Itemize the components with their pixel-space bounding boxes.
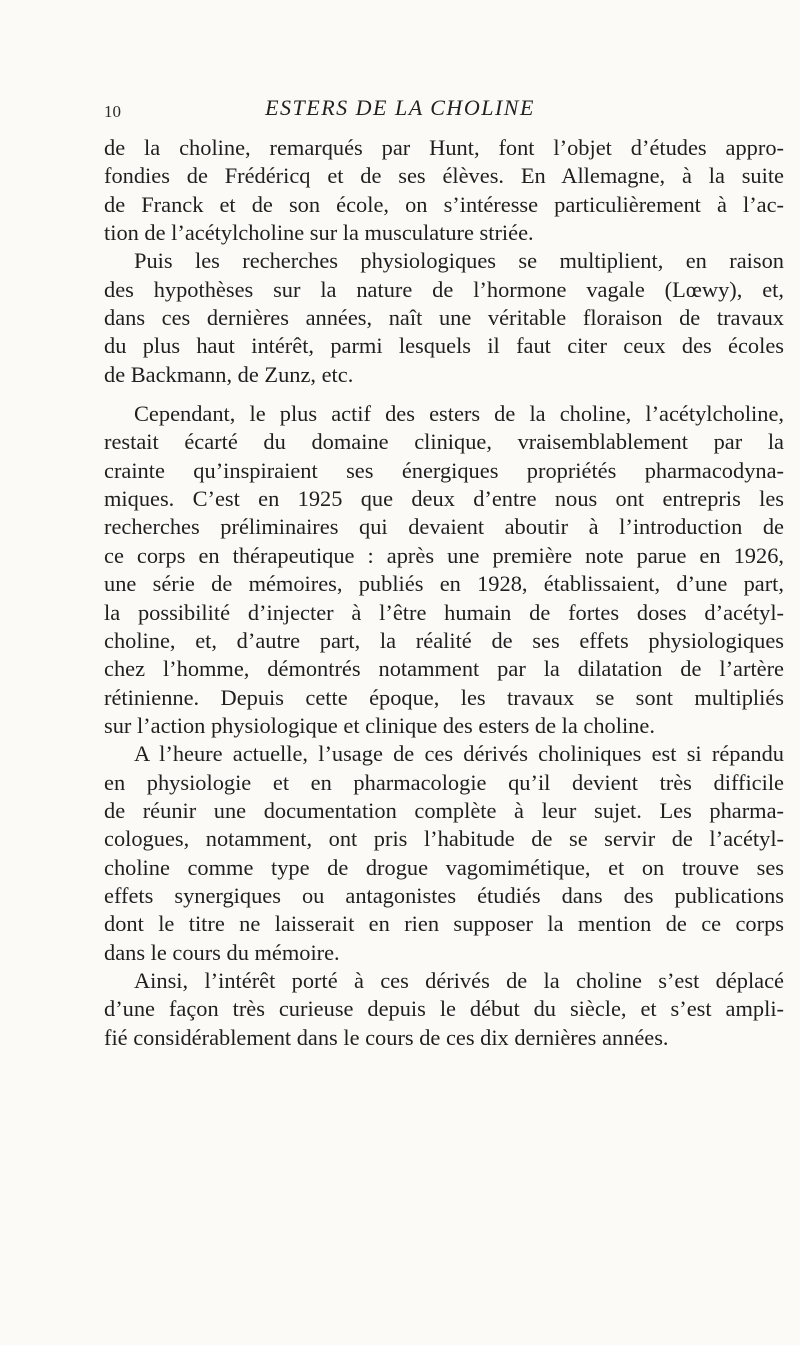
text-line: d’une façon très curieuse depuis le début du siècle, et s’est ampli- — [104, 996, 784, 1022]
text-line: rétinienne. Depuis cette époque, les travaux se sont multipliés — [104, 684, 784, 710]
page-number: 10 — [104, 102, 121, 121]
text-line: recherches préliminaires qui devaient aboutir à l’introduction de — [104, 514, 784, 540]
paragraph — [104, 967, 784, 1052]
text-line: de la choline, remarqués par Hunt, font l’objet d’études appro- — [104, 135, 784, 160]
text-line: dont le titre ne laisserait en rien supposer la mention de ce corps — [104, 911, 784, 937]
text-line: A l’heure actuelle, l’usage de ces dérivés choliniques est si répandu — [134, 741, 784, 767]
paragraph — [104, 247, 784, 389]
text-line: dans ces dernières années, naît une véritable floraison de travaux — [104, 305, 784, 331]
text-line: Ainsi, l’intérêt porté à ces dérivés de la choline s’est déplacé — [134, 967, 784, 993]
text-line: restait écarté du domaine clinique, vraisemblablement par la — [104, 429, 784, 455]
paragraph — [104, 400, 784, 740]
text-line: fondies de Frédéricq et de ses élèves. En Allemagne, à la suite — [104, 163, 784, 189]
text-line: tion de l’acétylcholine sur la musculature striée. — [104, 220, 534, 246]
text-line: cologues, notamment, ont pris l’habitude de se servir de l’acétyl- — [104, 826, 784, 852]
text-line: sur l’action physiologique et clinique des esters de la choline. — [104, 712, 655, 738]
text-line: Puis les recherches physiologiques se multiplient, en raison — [134, 248, 784, 274]
text-line: de réunir une documentation complète à leur sujet. Les pharma- — [104, 797, 784, 823]
text-line: de Franck et de son école, on s’intéresse particulièrement à l’ac- — [104, 191, 784, 217]
text-line: miques. C’est en 1925 que deux d’entre nous ont entrepris les — [104, 486, 784, 512]
text-line: ce corps en thérapeutique : après une première note parue en 1926, — [104, 542, 784, 568]
paragraph-gap — [104, 389, 784, 400]
text-line: fié considérablement dans le cours de ces dix dernières années. — [104, 1024, 669, 1050]
running-title: ESTERS DE LA CHOLINE — [265, 95, 535, 120]
text-line: en physiologie et en pharmacologie qu’il devient très difficile — [104, 769, 784, 795]
text-line: effets synergiques ou antagonistes étudiés dans des publications — [104, 882, 784, 908]
text-line: dans le cours du mémoire. — [104, 939, 340, 965]
text-line: du plus haut intérêt, parmi lesquels il faut citer ceux des écoles — [104, 333, 784, 359]
paragraph — [104, 740, 784, 967]
text-line: Cependant, le plus actif des esters de la choline, l’acétylcholine, — [134, 401, 784, 427]
text-line: choline, et, d’autre part, la réalité de ses effets physiologiques — [104, 627, 784, 653]
text-line: des hypothèses sur la nature de l’hormone vagale (Lœwy), et, — [104, 276, 784, 302]
text-line: de Backmann, de Zunz, etc. — [104, 361, 354, 387]
text-line: une série de mémoires, publiés en 1928, établissaient, d’une part, — [104, 571, 784, 597]
text-line: chez l’homme, démontrés notamment par la dilatation de l’artère — [104, 656, 784, 682]
text-line: choline comme type de drogue vagomimétique, et on trouve ses — [104, 854, 784, 880]
text-line: la possibilité d’injecter à l’être humain de fortes doses d’acétyl- — [104, 599, 784, 625]
paragraph — [104, 134, 784, 247]
text-line: crainte qu’inspiraient ses énergiques propriétés pharmacodyna- — [104, 457, 784, 483]
body-text — [104, 134, 784, 1052]
